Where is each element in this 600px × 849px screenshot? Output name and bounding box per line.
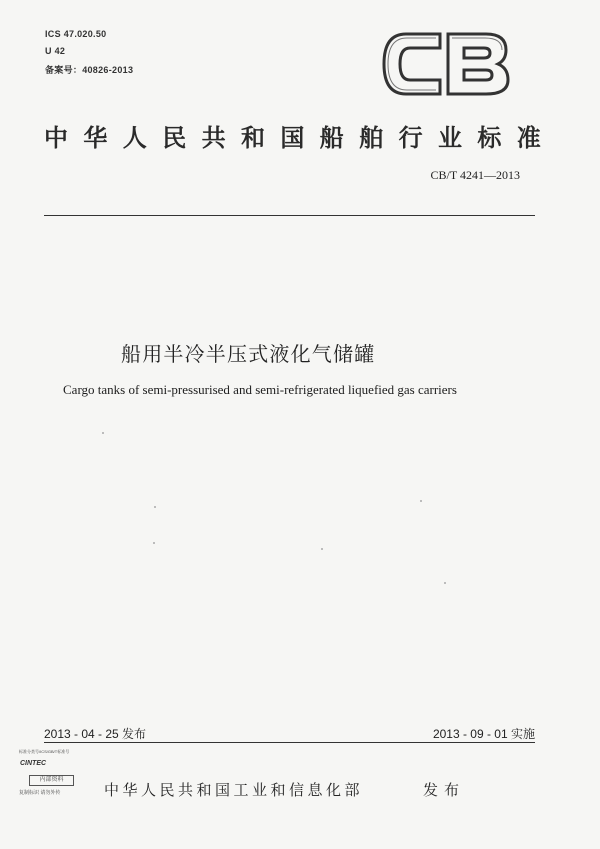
cb-logo	[378, 26, 512, 102]
footer-divider	[44, 742, 535, 743]
svg-text:CB: CB	[444, 70, 446, 71]
issue-date: 2013 - 04 - 25 发布	[44, 727, 147, 741]
issuing-authority: 中华人民共和国工业和信息化部	[104, 781, 364, 799]
scan-speck	[420, 500, 422, 502]
implementation-date: 2013 - 09 - 01 实施	[432, 727, 535, 741]
standard-code: CB/T 4241—2013	[430, 168, 520, 182]
scan-speck	[102, 432, 104, 434]
stamp-brand: CINTEC	[20, 760, 47, 767]
scan-speck	[444, 582, 446, 584]
scan-speck	[153, 542, 155, 544]
issuer-suffix: 发布	[423, 781, 466, 799]
ccs-code: U 42	[45, 46, 66, 56]
standard-title: 中华人民共和国船舶行业标准	[44, 124, 557, 152]
stamp-top-line: 标准分类号/ICS/GB/T标准号	[19, 749, 70, 754]
document-title-en: Cargo tanks of semi-pressurised and semi-refrigerated liquefied gas carriers	[63, 382, 457, 397]
header-divider	[44, 215, 535, 216]
stamp-box: 内部资料	[29, 775, 74, 786]
scan-speck	[321, 548, 323, 550]
stamp-bottom-line: 复制标识 请勿外传	[19, 790, 61, 796]
filing-number: 备案号：40826-2013	[45, 65, 134, 75]
ics-code: ICS 47.020.50	[45, 29, 107, 39]
scan-speck	[154, 506, 156, 508]
document-title-cn: 船用半冷半压式液化气储罐	[121, 342, 376, 366]
